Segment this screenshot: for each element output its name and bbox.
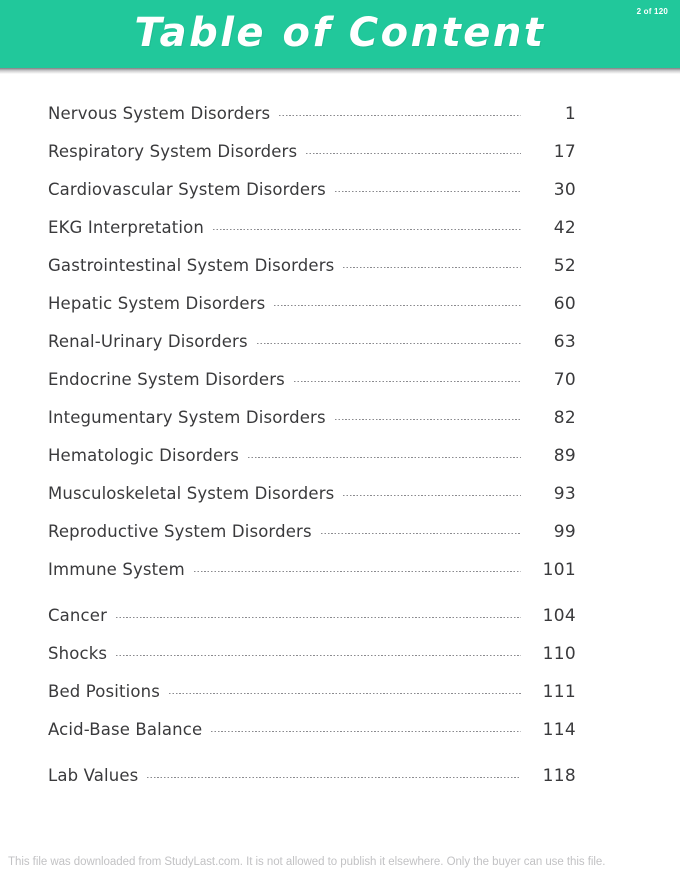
toc-leader-dots (211, 731, 521, 732)
toc-entry-page-number: 52 (553, 256, 576, 276)
toc-entry-label: Lab Values (48, 766, 139, 785)
toc-leader-dots (147, 777, 521, 778)
toc-entry[interactable] (48, 720, 576, 758)
toc-leader-dots (169, 693, 521, 694)
toc-entry[interactable] (48, 560, 576, 598)
page-counter: 2 of 120 (636, 7, 668, 16)
toc-entry-page-number: 30 (553, 180, 576, 200)
toc-entry-page-number: 104 (542, 606, 576, 626)
toc-entry-label: Bed Positions (48, 682, 160, 701)
toc-entry-page-number: 114 (542, 720, 576, 740)
toc-leader-dots (343, 495, 521, 496)
toc-entry-page-number: 63 (553, 332, 576, 352)
toc-entry-page-number: 1 (564, 104, 576, 124)
toc-entry-page-number: 101 (542, 560, 576, 580)
toc-entry-label: Hematologic Disorders (48, 446, 239, 465)
toc-entry-label: Respiratory System Disorders (48, 142, 298, 161)
toc-entry-label: Renal-Urinary Disorders (48, 332, 248, 351)
toc-entry[interactable] (48, 408, 576, 446)
toc-entry-label: EKG Interpretation (48, 218, 204, 237)
toc-entry[interactable] (48, 522, 576, 560)
toc-leader-dots (279, 115, 521, 116)
toc-entry[interactable] (48, 606, 576, 644)
toc-entry-page-number: 60 (553, 294, 576, 314)
toc-leader-dots (321, 533, 521, 534)
toc-entry-label: Immune System (48, 560, 185, 579)
toc-entry-label: Reproductive System Disorders (48, 522, 312, 541)
toc-entry-label: Integumentary System Disorders (48, 408, 326, 427)
toc-entry-page-number: 93 (553, 484, 576, 504)
toc-entry-label: Shocks (48, 644, 108, 663)
toc-leader-dots (335, 419, 521, 420)
toc-entry-label: Hepatic System Disorders (48, 294, 266, 313)
table-of-contents-list (48, 104, 576, 804)
toc-entry[interactable] (48, 180, 576, 218)
toc-entry[interactable] (48, 766, 576, 804)
toc-entry-page-number: 82 (553, 408, 576, 428)
toc-entry[interactable] (48, 142, 576, 180)
toc-entry[interactable] (48, 446, 576, 484)
toc-leader-dots (335, 191, 521, 192)
toc-entry-page-number: 42 (553, 218, 576, 238)
toc-entry-page-number: 99 (553, 522, 576, 542)
toc-entry-label: Endocrine System Disorders (48, 370, 285, 389)
toc-entry-label: Gastrointestinal System Disorders (48, 256, 335, 275)
toc-entry[interactable] (48, 218, 576, 256)
toc-entry-label: Musculoskeletal System Disorders (48, 484, 335, 503)
toc-entry-page-number: 89 (553, 446, 576, 466)
toc-entry[interactable] (48, 644, 576, 682)
toc-leader-dots (116, 655, 521, 656)
toc-entry-label: Cancer (48, 606, 107, 625)
toc-entry[interactable] (48, 332, 576, 370)
toc-entry-page-number: 111 (542, 682, 576, 702)
toc-entry-label: Cardiovascular System Disorders (48, 180, 326, 199)
toc-entry[interactable] (48, 256, 576, 294)
toc-leader-dots (257, 343, 521, 344)
toc-entry[interactable] (48, 370, 576, 408)
toc-leader-dots (248, 457, 521, 458)
toc-leader-dots (194, 571, 521, 572)
toc-entry[interactable] (48, 484, 576, 522)
toc-entry[interactable] (48, 682, 576, 720)
toc-leader-dots (294, 381, 521, 382)
toc-entry-page-number: 17 (553, 142, 576, 162)
toc-entry[interactable] (48, 104, 576, 142)
toc-leader-dots (213, 229, 521, 230)
toc-entry-page-number: 70 (553, 370, 576, 390)
toc-leader-dots (116, 617, 521, 618)
header-shadow-divider (0, 68, 680, 74)
toc-entry-label: Nervous System Disorders (48, 104, 271, 123)
toc-entry-label: Acid-Base Balance (48, 720, 203, 739)
toc-leader-dots (306, 153, 521, 154)
toc-entry[interactable] (48, 294, 576, 332)
footer-copyright-note: This file was downloaded from StudyLast.com. It is not allowed to publish it elsewhere. Only the buyer can use this file. (8, 856, 606, 868)
toc-entry-page-number: 110 (542, 644, 576, 664)
page-title: Table of Content (134, 10, 546, 56)
page-header-band (0, 0, 680, 68)
toc-leader-dots (274, 305, 521, 306)
toc-leader-dots (343, 267, 521, 268)
toc-entry-page-number: 118 (542, 766, 576, 786)
